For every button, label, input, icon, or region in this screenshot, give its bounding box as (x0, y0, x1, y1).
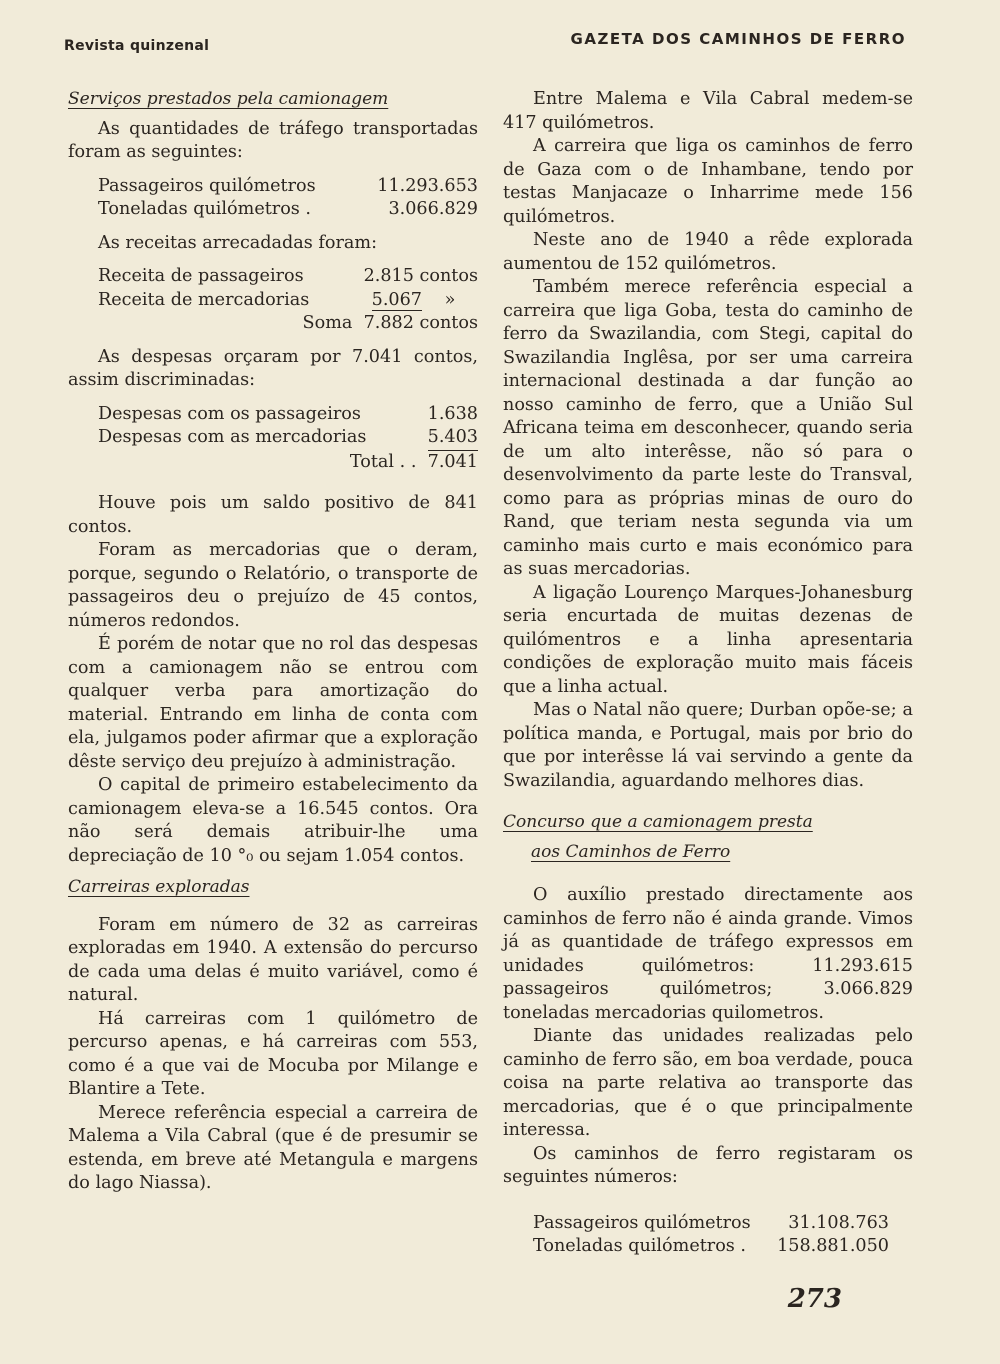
table-row: Receita de passageiros 2.815 contos (98, 266, 478, 286)
paragraph: Diante das unidades realizadas pelo caminho de ferro são, em boa verdade, pouca coisa na parte relativa ao transporte das mercadorias, que é o que principalmente interessa. (503, 1026, 913, 1140)
paragraph: Mas o Natal não quere; Durban opõe-se; a política manda, e Portugal, mais por brio do que por interêsse lá vai servindo a gente da Swazilandia, aguardando melhores dias. (503, 700, 913, 791)
table-row: Passageiros quilómetros 31.108.763 (533, 1212, 889, 1233)
paragraph: A carreira que liga os caminhos de ferro de Gaza com o de Inhambane, tendo por testas Manjacaze o Inharrime mede 156 quilómetros. (503, 136, 913, 227)
table-total: Total . . 7.041 (349, 451, 478, 472)
page-number: 273 (787, 1284, 842, 1314)
railway-table (503, 1212, 913, 1259)
paragraph: Os caminhos de ferro registaram os seguintes números: (503, 1143, 913, 1187)
paragraph: A ligação Lourenço Marques-Johanesburg seria encurtada de muitas dezenas de quilómentros e a linha apresentaria condições de exploração muito mais fáceis que a linha actual. (503, 582, 913, 697)
left-column (68, 88, 478, 1196)
paragraph: É porém de notar que no rol das despesas com a camionagem não se entrou com qualquer verba para amortização do material. Entrando em linha de conta com ela, julgamos poder afirmar que a exploração dêste serviço deu prejuízo à administração. (68, 634, 478, 772)
paragraph: Merece referência especial a carreira de Malema a Vila Cabral (que é de presumir se estenda, em breve até Metangula e margens do lago Niassa). (68, 1102, 478, 1193)
table-row: Passageiros quilómetros 11.293.653 (98, 175, 478, 196)
running-header-right: GAZETA DOS CAMINHOS DE FERRO (570, 30, 906, 48)
right-column (503, 88, 913, 1269)
paragraph: As quantidades de tráfego transportadas foram as seguintes: (68, 118, 478, 162)
revenue-table (68, 265, 478, 336)
paragraph: Neste ano de 1940 a rêde explorada aumentou de 152 quilómetros. (503, 230, 913, 274)
paragraph: As receitas arrecadadas foram: (98, 232, 378, 253)
expense-table (68, 403, 478, 475)
paragraph: O capital de primeiro estabelecimento da camionagem eleva-se a 16.545 contos. Ora não será demais atribuir-lhe uma depreciação de 10 °₀ ou sejam 1.054 contos. (68, 775, 478, 866)
table-row: Despesas com as mercadorias 5.403 (98, 426, 478, 451)
paragraph: Entre Malema e Vila Cabral medem-se 417 quilómetros. (503, 89, 913, 133)
paragraph: O auxílio prestado directamente aos caminhos de ferro não é ainda grande. Vimos já as quantidade de tráfego expressos em unidades quilómetros: 11.293.615 passageiros quilómetros; 3.066.829 toneladas mercadorias quilometros. (503, 885, 913, 1023)
paragraph: As despesas orçaram por 7.041 contos, assim discriminadas: (68, 346, 478, 390)
running-header-left: Revista quinzenal (64, 38, 210, 54)
paragraph: Também merece referência especial a carreira que liga Goba, testa do caminho de ferro da Swazilandia, com Stegi, capital do Swazilandia Inglêsa, por ser uma carreira internacional destinada a dar função ao nosso caminho de ferro, que a União Sul Africana teima em desconhecer, quando seria de um alto interêsse, não só para o desenvolvimento da parte leste do Transval, como para as próprias minas de ouro do Rand, que teriam nesta segunda via um caminho mais curto e mais económico para as suas mercadorias. (503, 277, 913, 579)
table-row: Despesas com os passageiros 1.638 (98, 403, 478, 424)
paragraph: Foram as mercadorias que o deram, porque, segundo o Relatório, o transporte de passageiros deu o prejuízo de 45 contos, números redondos. (68, 540, 478, 631)
paragraph: Foram em número de 32 as carreiras exploradas em 1940. A extensão do percurso de cada uma delas é muito variável, como é natural. (68, 914, 478, 1005)
table-row: Toneladas quilómetros . 3.066.829 (98, 199, 478, 219)
traffic-table (68, 175, 478, 222)
paragraph: Há carreiras com 1 quilómetro de percurso apenas, e há carreiras com 553, como é a que vai de Mocuba por Milange e Blantire a Tete. (68, 1008, 478, 1099)
section-heading-concurso-line2: aos Caminhos de Ferro (531, 841, 731, 862)
table-row: Receita de mercadorias 5.067 » (98, 289, 456, 310)
section-heading-carreiras: Carreiras exploradas (68, 877, 250, 897)
table-row: Toneladas quilómetros . 158.881.050 (533, 1236, 889, 1256)
table-total: Soma 7.882 contos (302, 313, 478, 333)
paragraph: Houve pois um saldo positivo de 841 contos. (68, 493, 478, 537)
section-heading-servicos: Serviços prestados pela camionagem (68, 89, 389, 109)
section-heading-concurso: Concurso que a camionagem presta (503, 812, 813, 832)
